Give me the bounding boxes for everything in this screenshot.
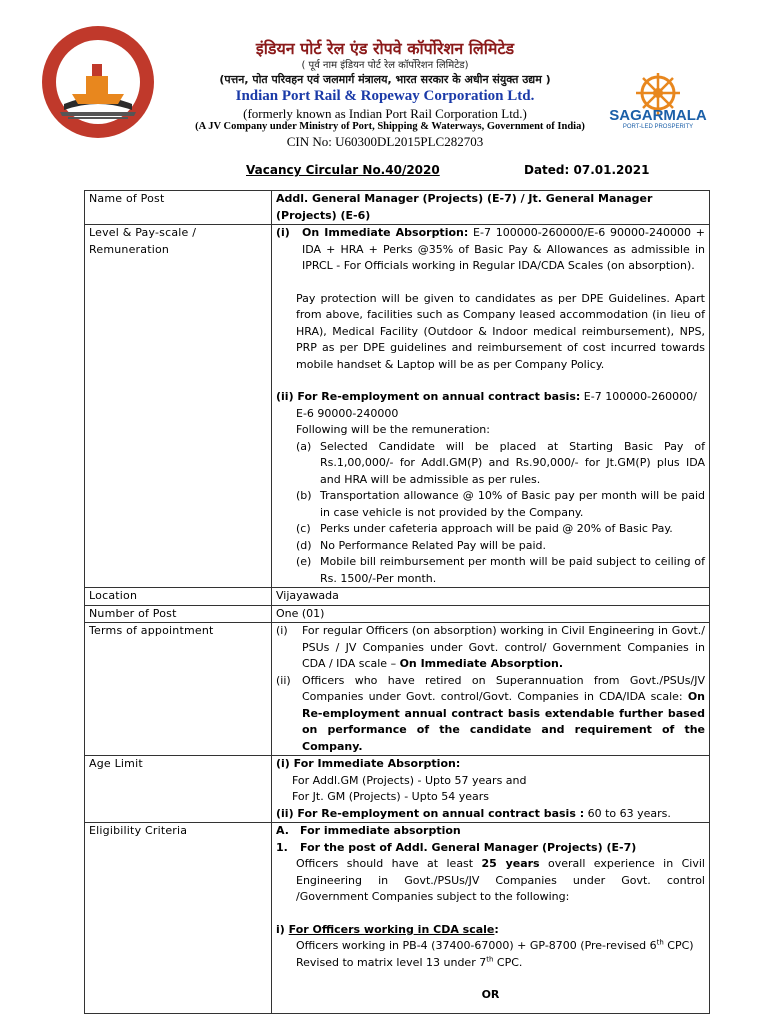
row-terms [85, 623, 710, 756]
pay-item-ii [276, 389, 705, 406]
row-location [85, 588, 710, 606]
pay-ii-text2: E-6 90000-240000 [296, 406, 399, 420]
pay-i-heading: On Immediate Absorption: [302, 226, 469, 239]
pay-protection: Pay protection will be given to candidates as per DPE Guidelines. Apart from above, facilities such as Company leased accommodation (in lieu of HRA), Medical Facility (Outdoor & Indoor medical reimbursement), NPS, PRP as per DPE guidelines and reimbursement of cost incurred towards mobile handset & Laptop will be as per Company Policy. [296, 291, 705, 371]
sagarmala-tagline: PORT-LED PROSPERITY [622, 124, 694, 129]
pay-i-text: E-7 100000-260000/E-6 90000-240000 + IDA + HRA + Perks @35% of Basic Pay & Allowances as admissible in IPRCL - For Officials working in Regular IDA/CDA Scales (on absorption). [302, 226, 705, 272]
elig-cda-colon: : [494, 922, 499, 936]
elig-a [276, 823, 705, 840]
elig-cda-line1-post: CPC) [663, 939, 694, 952]
terms-item-ii [276, 673, 705, 756]
elig-cda-line2-post: CPC. [493, 955, 523, 969]
elig-cda-pre: i) [276, 922, 289, 936]
elig-exp-post: overall experience in Civil Engineering in Govt./PSUs/JV Companies under Govt. control /Government Companies subject to the following: [296, 857, 705, 903]
terms-ii-marker: (ii) [276, 673, 291, 687]
jv-line: (A JV Company under Ministry of Port, Shipping & Waterways, Government of India) [195, 121, 585, 132]
age-agm: For Addl.GM (Projects) - Upto 57 years and [292, 773, 527, 787]
row-age [85, 756, 710, 823]
former-name: (formerly known as Indian Port Rail Corporation Ltd.) [243, 106, 527, 121]
pay-ii-text: E-7 100000-260000/ [580, 390, 697, 403]
elig-or: OR [481, 988, 500, 1001]
vacancy-table [84, 190, 710, 1014]
elig-cda-line2 [276, 955, 705, 972]
pay-item-i [276, 225, 705, 275]
terms-i-marker: (i) [276, 624, 288, 637]
circular-date: Dated: 07.01.2021 [524, 163, 650, 177]
label-location: Location [85, 588, 272, 606]
pay-sub-text: Selected Candidate will be placed at Starting Basic Pay of Rs.1,00,000/- for Addl.GM(P) and Rs.90,000/- for Jt.GM(P) plus IDA and HRA will be admissible as per rules. [320, 439, 705, 486]
pay-sub-text: No Performance Related Pay will be paid. [320, 538, 546, 552]
terms-ii-text: Officers who have retired on Superannuation from Govt./PSUs/JV Companies under Govt. control/Govt. Companies in CDA/IDA scale: [302, 673, 705, 703]
elig-1 [276, 840, 705, 857]
pay-sub-text: Perks under cafeteria approach will be paid @ 20% of Basic Pay. [320, 522, 673, 535]
elig-cda-line1-text: Officers working in PB-4 (37400-67000) + GP-8700 (Pre-revised 6 [296, 939, 657, 952]
elig-cda-heading [276, 922, 705, 939]
elig-experience [276, 856, 705, 906]
hindi-former-name: ( पूर्व नाम इंडियन पोर्ट रेल कॉर्पोरेशन लिमिटेड) [301, 60, 469, 71]
age-ii-text: 60 to 63 years. [584, 806, 671, 820]
value-age [272, 756, 710, 823]
elig-a-marker: A. [276, 824, 289, 837]
elig-cda-line1 [276, 938, 705, 955]
terms-item-i [276, 623, 705, 673]
pay-sub-item [296, 521, 705, 538]
terms-ii-bold: On Re-employment annual contract basis extendable further based on performance of the candidate and requirement of the Company. [302, 690, 705, 753]
terms-i-text: For regular Officers (on absorption) working in Civil Engineering in Govt./ PSUs / JV Companies under Govt. control/ Government Companies in CDA / IDA scale – [302, 624, 705, 670]
age-ii [276, 806, 705, 823]
elig-exp-bold: 25 years [481, 857, 540, 870]
sagarmala-name: SAGARMALA [609, 107, 707, 124]
elig-1-marker: 1. [276, 840, 288, 854]
hindi-ministry: (पत्तन, पोत परिवहन एवं जलमार्ग मंत्रालय, भारत सरकार के अधीन संयुक्त उद्यम ) [219, 73, 551, 86]
value-number: One (01) [272, 605, 710, 623]
circular-number: Vacancy Circular No.40/2020 [246, 163, 440, 177]
label-age: Age Limit [85, 756, 272, 823]
pay-sub-text: Transportation allowance @ 10% of Basic pay per month will be paid in case vehicle is not provided by the Company. [320, 489, 705, 519]
company-name: Indian Port Rail & Ropeway Corporation Ltd. [235, 88, 535, 104]
elig-1-text: For the post of Addl. General Manager (Projects) (E-7) [300, 840, 637, 854]
circular-info [0, 163, 770, 179]
age-jgm: For Jt. GM (Projects) - Upto 54 years [292, 790, 489, 803]
pay-ii-heading: (ii) For Re-employment on annual contract basis: [276, 390, 581, 403]
cin-number: CIN No: U60300DL2015PLC282703 [286, 134, 484, 149]
age-i-heading: (i) For Immediate Absorption: [276, 757, 461, 770]
age-ii-heading: (ii) For Re-employment on annual contract basis : [276, 806, 585, 820]
pay-sub-marker: (e) [296, 555, 312, 568]
pay-sub-marker: (b) [296, 489, 312, 502]
value-location: Vijayawada [272, 588, 710, 606]
row-eligibility [85, 823, 710, 1014]
label-pay: Level & Pay-scale / Remuneration [85, 225, 272, 588]
label-post: Name of Post [85, 191, 272, 225]
elig-cda-title: For Officers working in CDA scale [288, 922, 495, 936]
value-eligibility [272, 823, 710, 1014]
pay-sub-item [296, 488, 705, 521]
pay-following: Following will be the remuneration: [296, 423, 490, 436]
label-eligibility: Eligibility Criteria [85, 823, 272, 1014]
row-number [85, 605, 710, 623]
value-post: Addl. General Manager (Projects) (E-7) / Jt. General Manager (Projects) (E-6) [272, 191, 710, 225]
pay-i-marker: (i) [276, 226, 290, 239]
row-pay [85, 225, 710, 588]
pay-sub-list [276, 439, 705, 588]
value-pay [272, 225, 710, 588]
elig-a-text: For immediate absorption [300, 824, 461, 837]
elig-cda-line2-text: Revised to matrix level 13 under 7 [296, 955, 487, 969]
pay-sub-item [296, 439, 705, 489]
label-number: Number of Post [85, 605, 272, 623]
terms-i-bold: On Immediate Absorption. [399, 657, 564, 670]
label-terms: Terms of appointment [85, 623, 272, 756]
value-terms [272, 623, 710, 756]
row-post [85, 191, 710, 225]
pay-sub-marker: (d) [296, 538, 312, 552]
pay-sub-marker: (a) [296, 439, 312, 453]
pay-sub-item [296, 554, 705, 587]
hindi-company-name: इंडियन पोर्ट रेल एंड रोपवे कॉर्पोरेशन लिमिटेड [255, 39, 515, 58]
pay-sub-marker: (c) [296, 522, 311, 535]
elig-cda-sup1: th [656, 938, 664, 947]
elig-cda-sup2: th [486, 954, 494, 963]
elig-exp-pre: Officers should have at least [296, 857, 482, 870]
pay-sub-item [296, 538, 705, 555]
pay-sub-text: Mobile bill reimbursement per month will be paid subject to ceiling of Rs. 1500/-Per month. [320, 555, 705, 585]
